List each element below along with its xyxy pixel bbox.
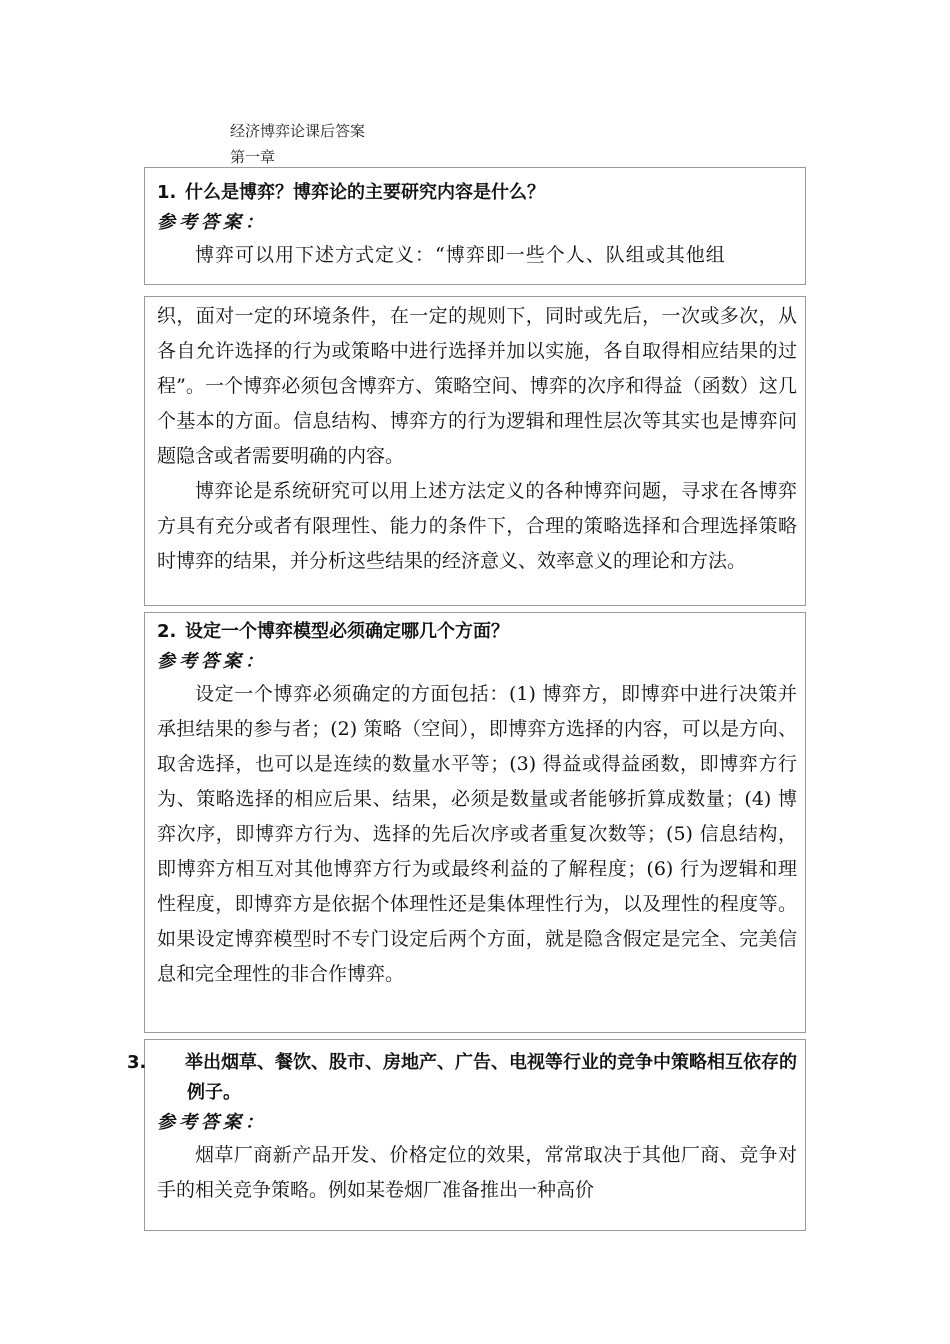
q1-para2: 博弈论是系统研究可以用上述方法定义的各种博弈问题，寻求在各博弈方具有充分或者有限理性、能力的条件下，合理的策略选择和合理选择策略时博弈的结果，并分析这些结果的经济意义、效率意义的理论和方法。 — [157, 480, 797, 572]
q1-answer-box — [144, 296, 806, 606]
q2-ref-label: 参考答案： — [157, 651, 267, 672]
q2-number: 2. — [157, 621, 177, 642]
q2-question-text: 设定一个博弈模型必须确定哪几个方面？ — [185, 621, 509, 642]
q2-answer: 设定一个博弈必须确定的方面包括：(1) 博弈方，即博弈中进行决策并承担结果的参与者；(2) 策略（空间），即博弈方选择的内容，可以是方向、取舍选择，也可以是连续的数量水平等；(3) 得益或得益函数，即博弈方行为、策略选择的相应后果、结果，必须是数量或者能够折算成数量；(4) 博弈次序，即博弈方行为、选择的先后次序或者重复次数等；(5) 信息结构，即博弈方相互对其他博弈方行为或最终利益的了解程度；(6) 行为逻辑和理性程度，即博弈方是依据个体理性还是集体理性行为，以及理性的程度等。如果设定博弈模型时不专门设定后两个方面，就是隐含假定是完全、完美信息和完全理性的非合作博弈。 — [157, 683, 797, 985]
q1-question — [157, 178, 797, 208]
q2-box — [144, 612, 806, 1033]
chapter-title: 第一章 — [230, 148, 276, 166]
q3-answer: 烟草厂商新产品开发、价格定位的效果，常常取决于其他厂商、竞争对手的相关竞争策略。例如某卷烟厂准备推出一种高价 — [157, 1144, 797, 1201]
q1-intro: 博弈可以用下述方式定义：“博弈即一些个人、队组或其他组 — [195, 244, 726, 266]
q3-box — [127, 1039, 806, 1231]
q1-number: 1. — [157, 182, 177, 203]
q3-question-text: 举出烟草、餐饮、股市、房地产、广告、电视等行业的竞争中策略相互依存的例子。 — [185, 1052, 797, 1103]
q1-ref-label: 参考答案： — [157, 212, 267, 233]
q1-continuation: 织，面对一定的环境条件，在一定的规则下，同时或先后，一次或多次，从各自允许选择的行为或策略中进行选择并加以实施，各自取得相应结果的过程”。一个博弈必须包含博弈方、策略空间、博弈的次序和得益（函数）这几个基本的方面。信息结构、博弈方的行为逻辑和理性层次等其实也是博弈问题隐含或者需要明确的内容。 — [157, 305, 797, 467]
q3-ref-label: 参考答案： — [157, 1112, 267, 1133]
q1-question-text: 什么是博弈？博弈论的主要研究内容是什么？ — [185, 182, 545, 203]
document-title: 经济博弈论课后答案 — [230, 122, 366, 140]
q3-question — [127, 1048, 797, 1108]
q2-question — [157, 617, 797, 647]
document-header — [230, 118, 365, 170]
q3-number: 3. — [127, 1052, 147, 1073]
q1-header-box — [144, 167, 806, 285]
